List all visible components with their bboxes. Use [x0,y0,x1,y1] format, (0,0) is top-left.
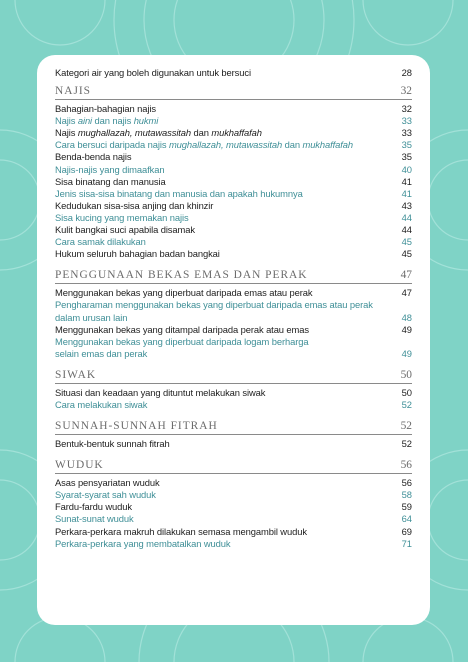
toc-entry-title: Perkara-perkara yang membatalkan wuduk [55,537,231,549]
section-title: PENGGUNAAN BEKAS EMAS DAN PERAK [55,269,308,282]
toc-entry-continuation[interactable] [55,348,412,360]
section-heading-wuduk[interactable] [55,459,412,474]
toc-entry-page: 40 [401,163,412,175]
toc-entry-page: 49 [401,347,412,359]
toc-entry[interactable] [55,513,412,525]
section-heading-siwak[interactable] [55,369,412,384]
toc-entry-page: 44 [401,224,412,236]
toc-entry-page: 41 [401,187,412,199]
section-title: WUDUK [55,459,104,472]
toc-entry-page: 35 [401,139,412,151]
toc-entry[interactable] [55,236,412,248]
toc-entry-page: 52 [401,438,412,450]
toc-entry-title: Bentuk-bentuk sunnah fitrah [55,438,170,450]
toc-entry[interactable] [55,212,412,224]
toc-entry-title: Najis-najis yang dimaafkan [55,163,165,175]
toc-entry-page: 56 [401,477,412,489]
toc-entry[interactable] [55,324,412,336]
toc-entry-page: 69 [401,525,412,537]
toc-entry-title: Menggunakan bekas yang diperbuat daripada emas atau perak [55,287,313,299]
section-title: NAJIS [55,85,92,98]
toc-entry-title: Hukum seluruh bahagian badan bangkai [55,248,220,260]
toc-entry-continuation[interactable] [55,312,412,324]
toc-entry-page: 43 [401,199,412,211]
toc-entry-title: Cara bersuci daripada najis mughallazah, mutawassitah dan mukhaffafah [55,139,353,151]
toc-entry[interactable] [55,188,412,200]
toc-entry-title: Sisa binatang dan manusia [55,175,166,187]
toc-entry[interactable] [55,103,412,115]
toc-entry[interactable] [55,151,412,163]
toc-entry-title: Perkara-perkara makruh dilakukan semasa mengambil wuduk [55,525,307,537]
toc-entry[interactable] [55,164,412,176]
toc-entry-page: 71 [401,537,412,549]
toc-entry-title: Asas pensyariatan wuduk [55,477,160,489]
table-of-contents-card [37,55,430,625]
toc-entry-page: 47 [401,287,412,299]
toc-entry[interactable] [55,438,412,450]
toc-entry-title: Sisa kucing yang memakan najis [55,211,189,223]
toc-entry-title: Najis aini dan najis hukmi [55,115,159,127]
toc-entry-title: Syarat-syarat sah wuduk [55,489,156,501]
toc-entry[interactable] [55,115,412,127]
toc-entry-title: Menggunakan bekas yang ditampal daripada perak atau emas [55,323,309,335]
toc-entry[interactable] [55,176,412,188]
toc-entry[interactable] [55,399,412,411]
toc-entry[interactable] [55,139,412,151]
section-title: SUNNAH-SUNNAH FITRAH [55,420,218,433]
toc-entry-page: 50 [401,386,412,398]
toc-entry[interactable] [55,200,412,212]
toc-entry-title: Benda-benda najis [55,151,132,163]
toc-entry-title: Cara samak dilakukan [55,236,146,248]
toc-entry-page: 48 [401,311,412,323]
section-page: 47 [400,269,412,282]
toc-entry[interactable] [55,387,412,399]
toc-entry-page: 32 [401,103,412,115]
toc-entry-title: Jenis sisa-sisa binatang dan manusia dan apakah hukumnya [55,187,303,199]
section-page: 56 [400,459,412,472]
toc-entry-page: 52 [401,398,412,410]
section-heading-penggunaan-bekas[interactable] [55,269,412,284]
toc-entry-title: Bahagian-bahagian najis [55,103,156,115]
toc-entry-page: 33 [401,127,412,139]
section-page: 32 [400,85,412,98]
toc-entry[interactable] [55,477,412,489]
section-page: 50 [400,368,412,381]
section-page: 52 [400,420,412,433]
section-heading-sunnah-fitrah[interactable] [55,420,412,435]
toc-entry[interactable] [55,501,412,513]
toc-entry[interactable] [55,224,412,236]
toc-entry-title: Menggunakan bekas yang diperbuat daripada logam berharga [55,335,309,347]
toc-entry-title: dalam urusan lain [55,311,128,323]
toc-entry-page: 45 [401,236,412,248]
toc-entry-page: 64 [401,513,412,525]
toc-entry[interactable] [55,489,412,501]
toc-entry-title: Fardu-fardu wuduk [55,501,132,513]
toc-entry[interactable] [55,526,412,538]
toc-entry-title: selain emas dan perak [55,347,148,359]
toc-entry[interactable] [55,299,412,311]
toc-entry-page: 45 [401,248,412,260]
toc-entry-page: 33 [401,115,412,127]
toc-entry[interactable] [55,287,412,299]
toc-entry-title: Kategori air yang boleh digunakan untuk bersuci [55,67,251,78]
toc-entry-title: Kedudukan sisa-sisa anjing dan khinzir [55,199,214,211]
toc-entry[interactable] [55,248,412,260]
toc-entry-title: Sunat-sunat wuduk [55,513,134,525]
toc-entry-page: 58 [401,489,412,501]
toc-entry[interactable] [55,538,412,550]
toc-entry[interactable] [55,127,412,139]
toc-entry-title: Najis mughallazah, mutawassitah dan mukhaffafah [55,127,262,139]
toc-entry[interactable] [55,67,412,79]
toc-entry-title: Situasi dan keadaan yang dituntut melakukan siwak [55,386,266,398]
toc-entry-page: 49 [401,323,412,335]
toc-entry-page: 28 [401,67,412,78]
toc-entry-title: Pengharaman menggunakan bekas yang diperbuat daripada emas atau perak [55,299,373,311]
toc-entry-title: Cara melakukan siwak [55,398,148,410]
toc-entry-page: 59 [401,501,412,513]
toc-entry[interactable] [55,336,412,348]
toc-entry-page: 35 [401,151,412,163]
section-title: SIWAK [55,368,97,381]
section-heading-najis[interactable] [55,85,412,100]
toc-entry-title: Kulit bangkai suci apabila disamak [55,224,195,236]
toc-entry-page: 41 [401,175,412,187]
toc-entry-page: 44 [401,211,412,223]
